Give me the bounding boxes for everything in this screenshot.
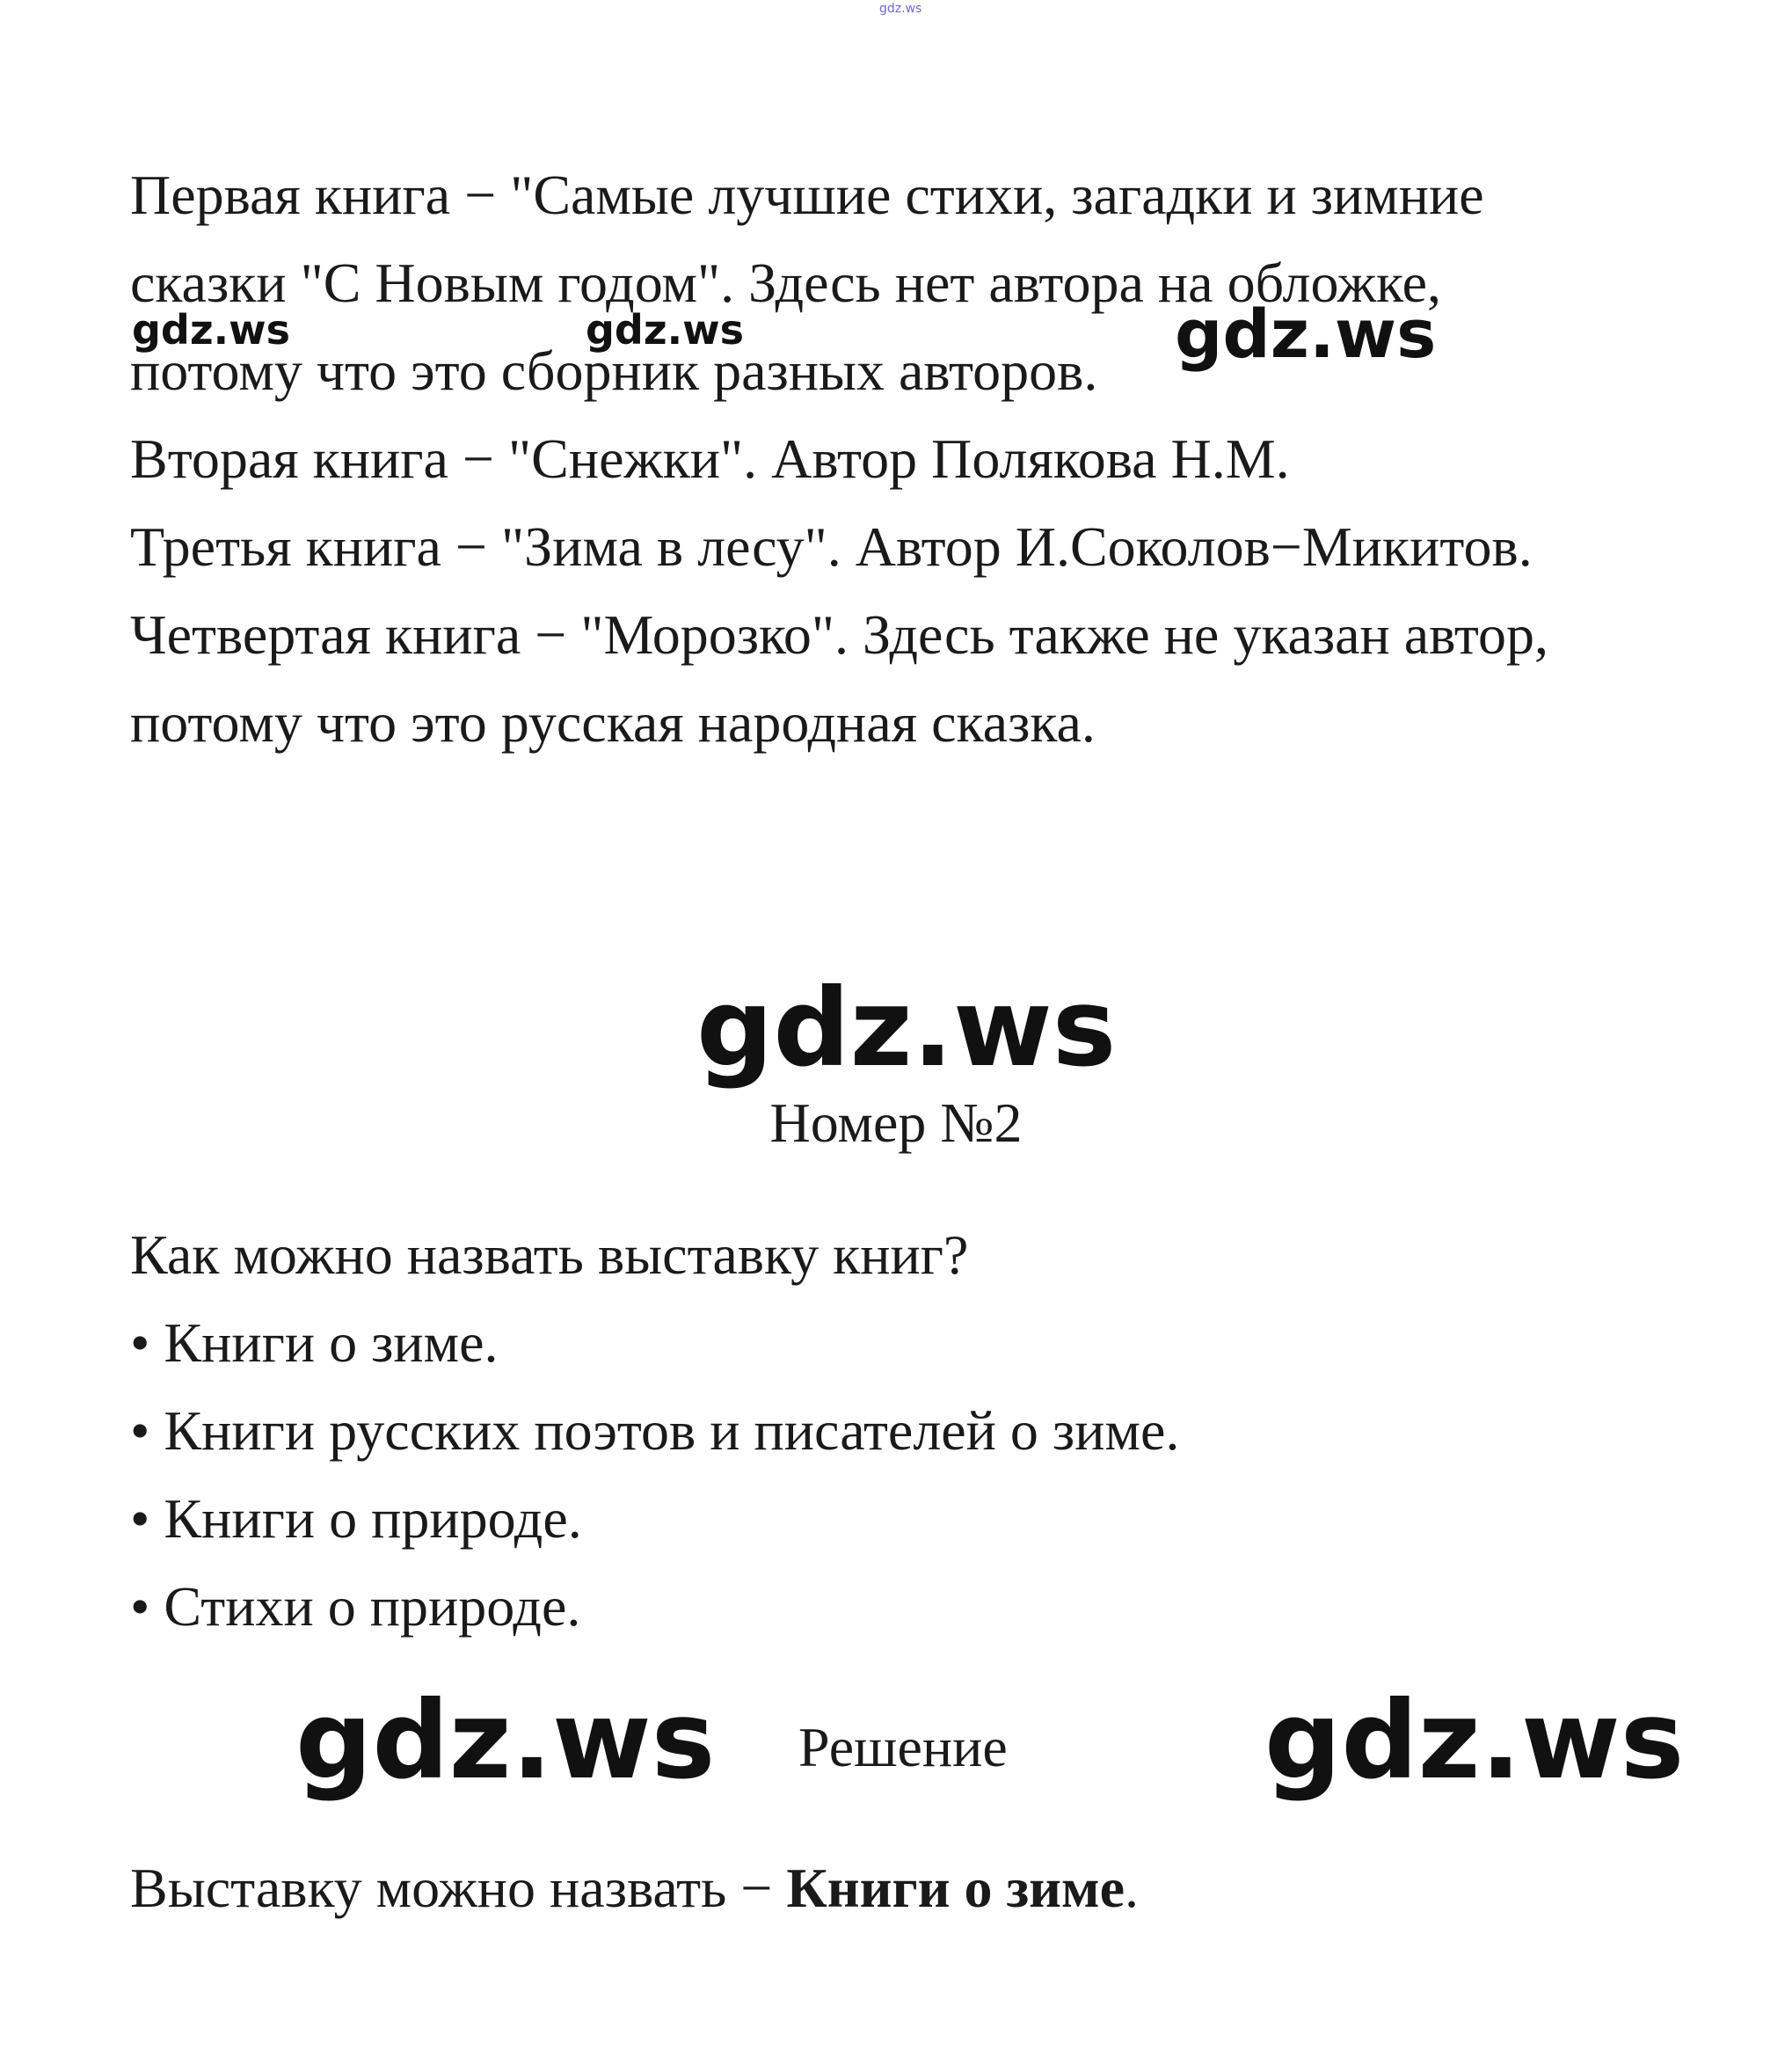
watermark: gdz.ws: [586, 306, 744, 354]
list-item: • Стихи о природе.: [130, 1575, 581, 1638]
text-line: потому что это русская народная сказка.: [130, 691, 1096, 754]
list-item: • Книги о зиме.: [130, 1311, 499, 1374]
watermark: gdz.ws: [696, 966, 1117, 1091]
text-line: Первая книга − "Самые лучшие стихи, загадки и зимние: [130, 164, 1484, 226]
answer-prefix: Выставку можно назвать −: [130, 1857, 787, 1919]
top-watermark: gdz.ws: [879, 2, 922, 16]
answer-suffix: .: [1125, 1857, 1140, 1919]
watermark: gdz.ws: [1264, 1678, 1685, 1803]
watermark: gdz.ws: [1175, 295, 1437, 373]
text-line: Вторая книга − "Снежки". Автор Полякова Н.М.: [130, 427, 1290, 490]
watermark: gdz.ws: [132, 306, 290, 354]
solution-label: Решение: [798, 1716, 1008, 1778]
list-item: • Книги русских поэтов и писателей о зиме.: [130, 1399, 1180, 1462]
text-line: Третья книга − "Зима в лесу". Автор И.Соколов−Микитов.: [130, 515, 1533, 578]
section-title: Номер №2: [769, 1091, 1023, 1154]
text-line: сказки "С Новым годом". Здесь нет автора на обложке,: [130, 252, 1441, 314]
list-item: • Книги о природе.: [130, 1487, 582, 1550]
text-line: Четвертая книга − "Морозко". Здесь также не указан автор,: [130, 603, 1548, 666]
answer-text: [130, 1857, 1140, 1919]
question-text: Как можно назвать выставку книг?: [130, 1223, 969, 1286]
answer-bold: Книги о зиме: [786, 1857, 1125, 1919]
text-line: потому что это сборник разных авторов.: [130, 339, 1098, 402]
watermark: gdz.ws: [295, 1678, 716, 1803]
